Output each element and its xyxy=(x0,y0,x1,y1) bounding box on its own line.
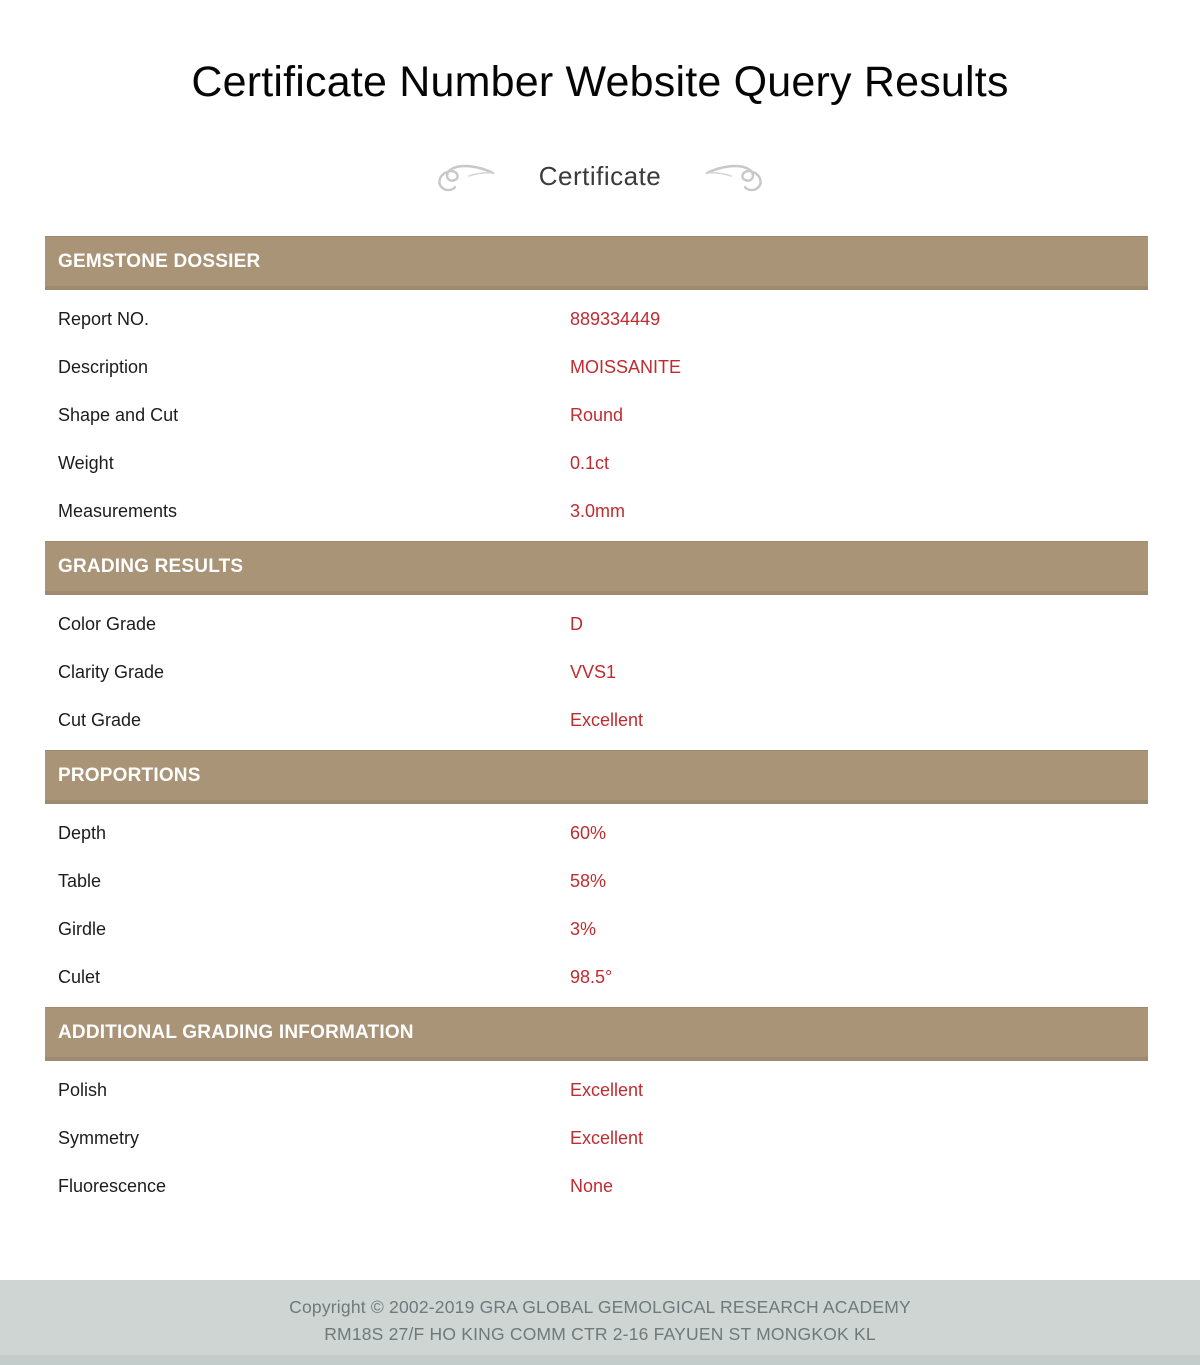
section-header xyxy=(45,1007,1148,1061)
section-rows xyxy=(45,290,1148,541)
table-row xyxy=(45,696,1148,744)
row-value: None xyxy=(570,1175,614,1196)
row-value: MOISSANITE xyxy=(570,356,682,377)
certificate-subtitle-row xyxy=(0,156,1200,196)
section-rows xyxy=(45,804,1148,1007)
row-value: 98.5° xyxy=(570,966,613,987)
row-label: Weight xyxy=(58,452,114,473)
row-label: Girdle xyxy=(58,918,107,939)
section-header xyxy=(45,541,1148,595)
section-rows xyxy=(45,1061,1148,1216)
footer-copyright: Copyright © 2002-2019 GRA GLOBAL GEMOLGICAL RESEARCH ACADEMY xyxy=(289,1297,911,1317)
table-row xyxy=(45,857,1148,905)
table-row xyxy=(45,809,1148,857)
certificate-section xyxy=(45,541,1148,750)
row-value: D xyxy=(570,613,583,634)
row-value: 0.1ct xyxy=(570,452,610,473)
row-label: Measurements xyxy=(58,500,178,521)
row-value: Excellent xyxy=(570,1127,644,1148)
row-label: Description xyxy=(58,356,149,377)
section-rows xyxy=(45,595,1148,750)
row-label: Color Grade xyxy=(58,613,157,634)
row-label: Clarity Grade xyxy=(58,661,165,682)
flourish-left-icon xyxy=(425,156,497,196)
row-label: Depth xyxy=(58,822,107,843)
section-header xyxy=(45,236,1148,290)
certificate-section xyxy=(45,236,1148,541)
section-header xyxy=(45,750,1148,804)
row-value: 3% xyxy=(570,918,597,939)
row-value: Excellent xyxy=(570,1079,644,1100)
table-row xyxy=(45,1162,1148,1210)
certificate-section xyxy=(45,750,1148,1007)
section-header-label: GEMSTONE DOSSIER xyxy=(58,250,261,272)
table-row xyxy=(45,648,1148,696)
table-row xyxy=(45,600,1148,648)
table-row xyxy=(45,343,1148,391)
certificate-section xyxy=(45,1007,1148,1216)
row-label: Report NO. xyxy=(58,308,150,329)
section-header-label: ADDITIONAL GRADING INFORMATION xyxy=(58,1021,414,1043)
row-label: Polish xyxy=(58,1079,108,1100)
table-row xyxy=(45,439,1148,487)
section-header-label: PROPORTIONS xyxy=(58,764,201,786)
row-label: Symmetry xyxy=(58,1127,139,1148)
row-label: Culet xyxy=(58,966,101,987)
table-row xyxy=(45,391,1148,439)
table-row xyxy=(45,487,1148,535)
section-header-label: GRADING RESULTS xyxy=(58,555,244,577)
table-row xyxy=(45,1114,1148,1162)
row-label: Fluorescence xyxy=(58,1175,167,1196)
row-value: 889334449 xyxy=(570,308,661,329)
table-row xyxy=(45,295,1148,343)
flourish-right-icon xyxy=(703,156,775,196)
certificate-subtitle: Certificate xyxy=(538,160,662,191)
footer xyxy=(0,1280,1200,1365)
table-row xyxy=(45,1066,1148,1114)
page-title: Certificate Number Website Query Results xyxy=(191,58,1009,106)
row-value: VVS1 xyxy=(570,661,617,682)
row-value: Round xyxy=(570,404,624,425)
row-value: 3.0mm xyxy=(570,500,626,521)
row-value: Excellent xyxy=(570,709,644,730)
row-label: Table xyxy=(58,870,102,891)
row-value: 60% xyxy=(570,822,607,843)
row-label: Shape and Cut xyxy=(58,404,179,425)
row-value: 58% xyxy=(570,870,607,891)
row-label: Cut Grade xyxy=(58,709,142,730)
footer-address: RM18S 27/F HO KING COMM CTR 2-16 FAYUEN ST MONGKOK KL xyxy=(324,1324,876,1344)
table-row xyxy=(45,953,1148,1001)
table-row xyxy=(45,905,1148,953)
certificate-table xyxy=(45,236,1148,1216)
